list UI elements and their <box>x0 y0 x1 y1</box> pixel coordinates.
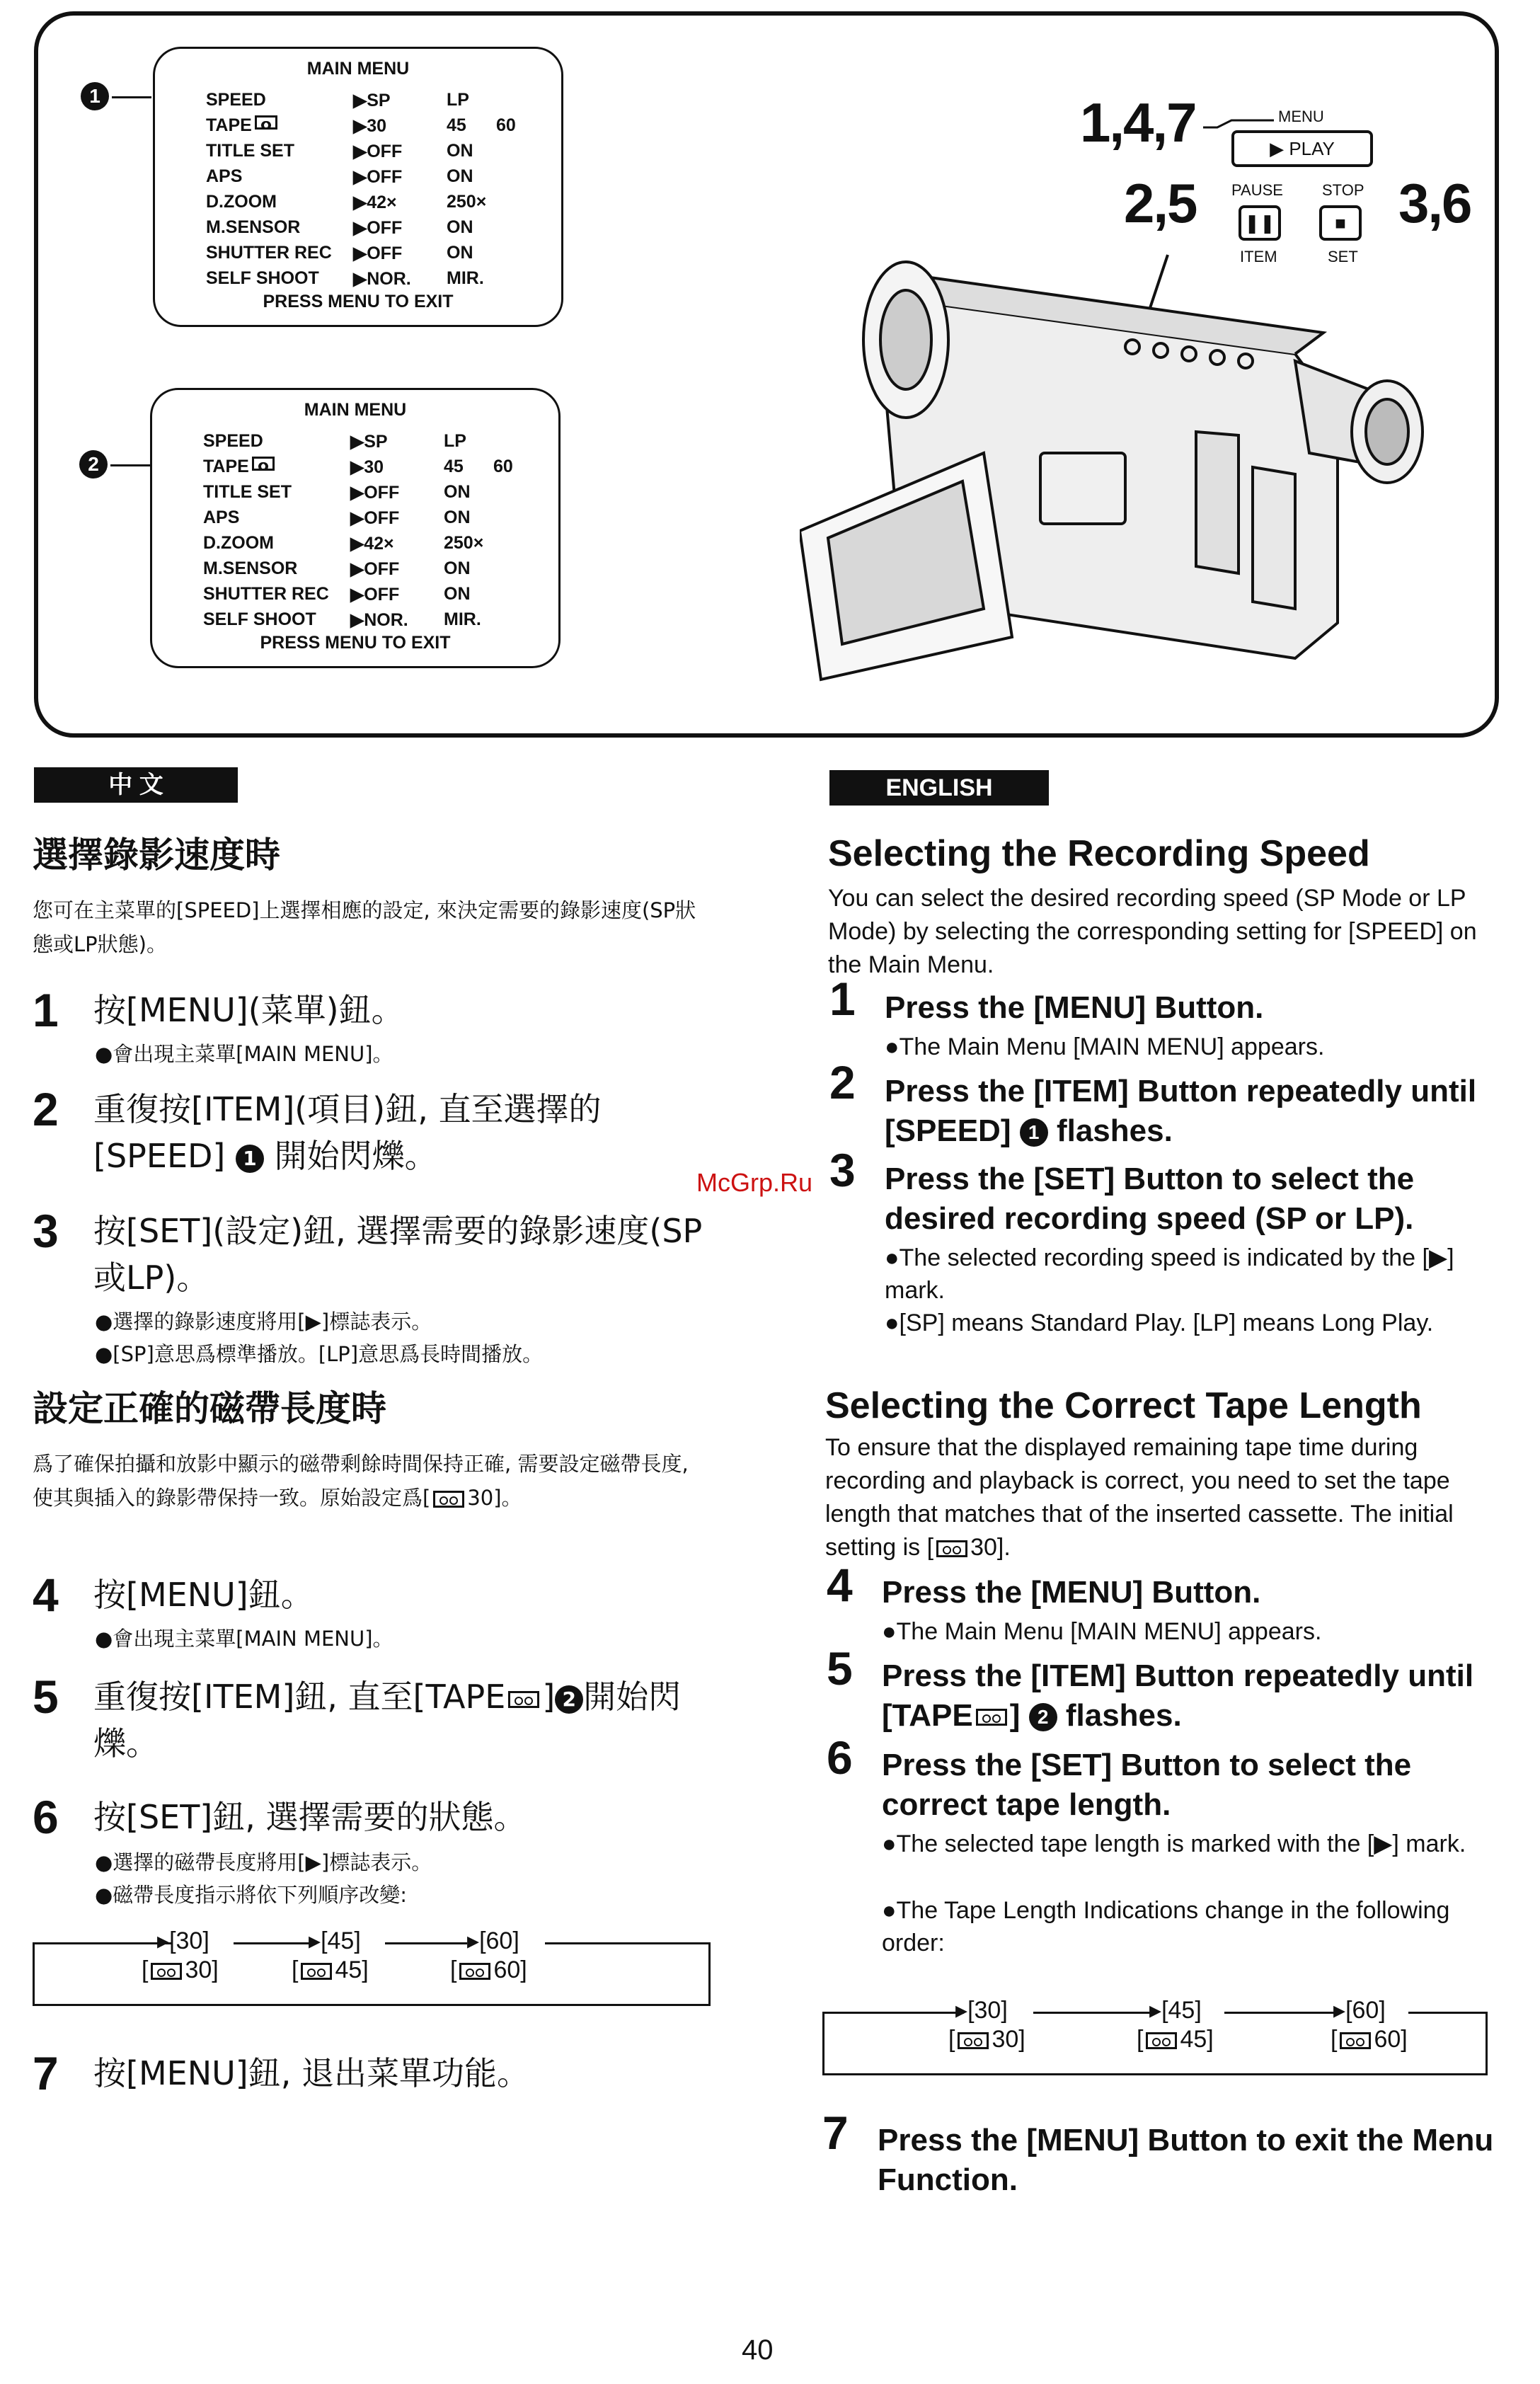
marker-1-line <box>112 96 151 98</box>
zh-step-5-text: 重復按[ITEM]鈕, 直至[TAPE <box>93 1678 506 1716</box>
menu-row <box>206 115 554 138</box>
zh-step-3: 按[SET](設定)鈕, 選擇需要的錄影速度(SP或LP)。 <box>93 1212 703 1297</box>
play-button[interactable]: ▶ PLAY <box>1231 130 1373 167</box>
menu-cell: TAPE <box>203 457 249 477</box>
en-step-3-number: 3 <box>829 1144 856 1196</box>
pause-icon: ❚❚ <box>1244 212 1275 234</box>
menu-cell: SPEED <box>206 90 266 110</box>
zh-title-recording-speed: 選擇錄影速度時 <box>33 835 280 876</box>
marker-2-inline: 2 <box>1029 1703 1057 1731</box>
en-step-4-note: ●The Main Menu [MAIN MENU] appears. <box>882 1618 1322 1645</box>
menu-row <box>206 268 554 291</box>
menu-cell: ▶30 <box>353 116 387 136</box>
zh-step-3-note-2: ●[SP]意思爲標準播放。[LP]意思爲長時間播放。 <box>95 1342 544 1366</box>
menu-row <box>206 90 554 113</box>
menu-cell: ▶OFF <box>353 218 403 238</box>
menu-cell: ▶OFF <box>353 243 403 263</box>
menu-cell: ▶SP <box>350 432 388 452</box>
marker-2-inline: 2 <box>555 1685 583 1714</box>
zh-step-2 <box>93 1086 716 1179</box>
order-item: ▸[60] <box>1333 1997 1386 2024</box>
en-step-5-bracket: ] <box>1009 1698 1021 1733</box>
menu-cell: M.SENSOR <box>206 217 301 237</box>
page-number: 40 <box>742 2334 774 2366</box>
zh-step-6: 按[SET]鈕, 選擇需要的狀態。 <box>93 1798 527 1836</box>
marker-2-line <box>110 464 150 466</box>
menu-row <box>203 533 551 556</box>
menu-cell: TITLE SET <box>203 482 292 502</box>
en-step-4-number: 4 <box>827 1559 853 1611</box>
menu-cell: ON <box>444 508 471 527</box>
stop-steps-label: 3,6 <box>1398 172 1471 234</box>
marker-1-inline: 1 <box>236 1145 264 1173</box>
main-menu-panel-1 <box>153 47 563 327</box>
en-step-5 <box>882 1656 1505 1736</box>
en-intro-tape-text: To ensure that the displayed remaining tape time during recording and playback is correct, you need to set the tape length that matches that of the inserted cassette. The initial setting is [ <box>825 1434 1454 1561</box>
en-step-5-text: Press the [ITEM] Button repeatedly until [TAPE <box>882 1658 1474 1733</box>
menu-cell: D.ZOOM <box>203 533 274 553</box>
order-arrow-line <box>385 1942 467 1944</box>
camcorder-illustration <box>800 241 1451 694</box>
marker-2: 2 <box>79 450 108 478</box>
menu-row <box>203 457 551 479</box>
item-caption: ITEM <box>1240 248 1277 265</box>
order-item: ▸[30] <box>955 1997 1008 2024</box>
zh-step-7-number: 7 <box>33 2047 59 2099</box>
menu-cell: ▶NOR. <box>350 610 408 630</box>
en-intro-speed: You can select the desired recording speed (SP Mode or LP Mode) by selecting the corresponding setting for [SPEED] on the Main Menu. <box>828 885 1477 978</box>
menu-cell: APS <box>206 166 243 186</box>
en-step-6-note-2: ●The Tape Length Indications change in the following order: <box>882 1897 1450 1956</box>
zh-step-6-note-1: ●選擇的磁帶長度將用[▶]標誌表示。 <box>95 1850 432 1874</box>
menu-cell: ▶OFF <box>350 585 400 604</box>
menu-cell: 45 <box>444 457 464 476</box>
tape-icon <box>1340 2032 1371 2049</box>
menu-row <box>203 482 551 505</box>
en-intro-tape <box>825 1431 1498 1564</box>
order-item: ▸[45] <box>309 1927 361 1954</box>
zh-step-7: 按[MENU]鈕, 退出菜單功能。 <box>93 2054 529 2092</box>
tape-icon <box>508 1691 539 1708</box>
stop-icon: ■ <box>1335 212 1346 234</box>
menu-cell: D.ZOOM <box>206 192 277 212</box>
menu-row <box>206 217 554 240</box>
en-intro-tape-tail: 30]. <box>970 1534 1011 1561</box>
zh-step-2-tail: 開始閃爍。 <box>274 1137 437 1175</box>
menu-cell: ON <box>447 141 473 161</box>
menu-cell: ▶42× <box>350 534 394 554</box>
order-arrow-line <box>822 2012 964 2014</box>
zh-step-2-text: 重復按[ITEM](項目)鈕, 直至選擇的[SPEED] <box>93 1090 602 1175</box>
menu-cell: ▶SP <box>353 91 391 110</box>
zh-step-5-tail: 開始閃爍。 <box>93 1678 682 1763</box>
zh-step-3-note-1: ●選擇的錄影速度將用[▶]標誌表示。 <box>95 1310 432 1334</box>
menu-cell: ON <box>444 482 471 502</box>
menu-cell: ▶NOR. <box>353 269 411 289</box>
zh-intro-tape-tail: 30]。 <box>467 1486 522 1510</box>
menu-row <box>203 558 551 581</box>
tape-icon <box>459 1963 490 1980</box>
menu-row <box>203 584 551 607</box>
menu-steps-label: 1,4,7 <box>1080 91 1196 154</box>
menu-cell: ON <box>447 243 473 263</box>
zh-step-4-note: ●會出現主菜單[MAIN MENU]。 <box>95 1627 393 1651</box>
en-step-2-tail: flashes. <box>1056 1113 1173 1148</box>
tape-icon <box>252 457 275 471</box>
en-step-3: Press the [SET] Button to select the desired recording speed (SP or LP). <box>885 1162 1415 1236</box>
order-item: ▸[30] <box>157 1927 209 1954</box>
zh-step-1-note: ●會出現主菜單[MAIN MENU]。 <box>95 1042 393 1066</box>
menu-row <box>203 508 551 530</box>
order-sub: [ 30] <box>948 2026 1025 2053</box>
order-sub: [ 45] <box>292 1956 369 1983</box>
menu-cell: 45 <box>447 115 466 135</box>
menu-exit-hint: PRESS MENU TO EXIT <box>260 633 451 653</box>
zh-step-5-number: 5 <box>33 1670 59 1723</box>
order-sub: [ 45] <box>1137 2026 1214 2053</box>
menu-cell: 60 <box>496 115 516 135</box>
menu-cell: SHUTTER REC <box>203 584 329 604</box>
menu-cell: M.SENSOR <box>203 558 298 578</box>
menu-cell: 60 <box>493 457 513 476</box>
zh-step-4: 按[MENU]鈕。 <box>93 1576 314 1614</box>
en-step-2 <box>885 1072 1507 1151</box>
en-step-3-note-2: ●[SP] means Standard Play. [LP] means Long Play. <box>885 1310 1434 1336</box>
zh-step-5-mid: ] <box>542 1678 556 1716</box>
en-step-6: Press the [SET] Button to select the correct tape length. <box>882 1748 1412 1822</box>
en-step-5-number: 5 <box>827 1642 853 1695</box>
en-step-1-note: ●The Main Menu [MAIN MENU] appears. <box>885 1033 1325 1060</box>
zh-intro-tape <box>33 1447 712 1515</box>
zh-step-5 <box>93 1673 716 1767</box>
pause-steps-label: 2,5 <box>1124 172 1197 234</box>
menu-cell: TAPE <box>206 115 252 136</box>
menu-cell: ON <box>447 166 473 186</box>
zh-step-6-note-2: ●磁帶長度指示將依下列順序改變: <box>95 1883 408 1907</box>
menu-cell: APS <box>203 508 240 527</box>
zh-intro-tape-text: 爲了確保拍攝和放影中顯示的磁帶剩餘時間保持正確, 需要設定磁帶長度, 使其與插入的錄影帶保持一致。原始設定爲[ <box>33 1452 689 1510</box>
en-step-2-number: 2 <box>829 1056 856 1108</box>
tape-icon <box>936 1540 967 1557</box>
menu-cell: ▶OFF <box>353 142 403 161</box>
menu-row <box>206 192 554 214</box>
menu-cell: 250× <box>444 533 484 553</box>
zh-title-tape-length: 設定正確的磁帶長度時 <box>33 1388 386 1429</box>
menu-cell: LP <box>444 431 466 451</box>
menu-exit-hint: PRESS MENU TO EXIT <box>263 292 454 311</box>
menu-title: MAIN MENU <box>306 59 410 79</box>
en-step-7-number: 7 <box>822 2107 849 2159</box>
menu-cell: ▶42× <box>353 193 397 212</box>
menu-cell: ▶OFF <box>350 508 400 528</box>
en-step-1: Press the [MENU] Button. <box>885 990 1264 1025</box>
english-header: ENGLISH <box>829 770 1049 806</box>
pause-item-button[interactable] <box>1239 205 1281 241</box>
menu-cell: ▶OFF <box>350 483 400 503</box>
menu-button-caption: MENU <box>1278 108 1324 125</box>
order-sub: [ 30] <box>142 1956 219 1983</box>
menu-cell: ON <box>444 558 471 578</box>
marker-1: 1 <box>81 82 109 110</box>
menu-cell: ON <box>447 217 473 237</box>
menu-title: MAIN MENU <box>304 400 407 420</box>
menu-cell: LP <box>447 90 469 110</box>
en-step-5-tail: flashes. <box>1065 1698 1182 1733</box>
en-step-1-number: 1 <box>829 973 856 1025</box>
menu-cell: MIR. <box>444 609 481 629</box>
zh-step-6-number: 6 <box>33 1791 59 1843</box>
en-step-4: Press the [MENU] Button. <box>882 1575 1261 1610</box>
order-sub: [ 60] <box>450 1956 527 1983</box>
menu-row <box>206 243 554 265</box>
menu-cell: ▶OFF <box>350 559 400 579</box>
en-step-6-number: 6 <box>827 1731 853 1784</box>
menu-cell: TITLE SET <box>206 141 294 161</box>
zh-tape-order-box <box>33 1942 711 2006</box>
main-menu-panel-2 <box>150 388 561 668</box>
zh-step-2-number: 2 <box>33 1083 59 1135</box>
order-arrow-line <box>33 1942 171 1944</box>
en-step-3-note-1: ●The selected recording speed is indicated by the [▶] mark. <box>885 1244 1454 1304</box>
menu-row <box>203 431 551 454</box>
menu-row <box>206 141 554 164</box>
chinese-header: 中 文 <box>34 767 238 803</box>
tape-icon <box>151 1963 182 1980</box>
pause-caption: PAUSE <box>1231 181 1283 199</box>
set-caption: SET <box>1328 248 1358 265</box>
order-arrow-line <box>1408 2012 1488 2014</box>
tape-icon <box>255 115 277 130</box>
en-title-tape-length: Selecting the Correct Tape Length <box>825 1385 1422 1426</box>
zh-step-1: 按[MENU](菜單)鈕。 <box>93 991 404 1029</box>
en-title-recording-speed: Selecting the Recording Speed <box>828 833 1370 874</box>
menu-row <box>203 609 551 632</box>
zh-step-1-number: 1 <box>33 984 59 1036</box>
stop-caption: STOP <box>1322 181 1364 199</box>
order-item: ▸[60] <box>467 1927 519 1954</box>
menu-cell: SELF SHOOT <box>203 609 316 629</box>
order-arrow-line <box>545 1942 711 1944</box>
tape-icon <box>958 2032 989 2049</box>
stop-set-button[interactable] <box>1319 205 1362 241</box>
zh-step-3-number: 3 <box>33 1205 59 1257</box>
watermark: McGrp.Ru <box>696 1168 813 1197</box>
tape-icon <box>301 1963 332 1980</box>
en-step-6-note-1: ●The selected tape length is marked with the [▶] mark. <box>882 1830 1466 1857</box>
order-arrow-line <box>1224 2012 1338 2014</box>
zh-step-4-number: 4 <box>33 1569 59 1621</box>
menu-cell: 250× <box>447 192 487 212</box>
zh-intro-speed: 您可在主菜單的[SPEED]上選擇相應的設定, 來決定需要的錄影速度(SP狀態或LP狀態)。 <box>33 898 696 956</box>
menu-cell: ▶30 <box>350 457 384 477</box>
order-arrow-line <box>234 1942 311 1944</box>
order-item: ▸[45] <box>1149 1997 1202 2024</box>
menu-cell: SELF SHOOT <box>206 268 319 288</box>
menu-cell: MIR. <box>447 268 484 288</box>
tape-icon <box>976 1709 1007 1726</box>
en-step-2-text: Press the [ITEM] Button repeatedly until [SPEED] <box>885 1074 1477 1148</box>
order-arrow-line <box>1033 2012 1155 2014</box>
menu-cell: SHUTTER REC <box>206 243 332 263</box>
order-sub: [ 60] <box>1331 2026 1408 2053</box>
tape-icon <box>1146 2032 1177 2049</box>
marker-1-inline: 1 <box>1020 1118 1048 1147</box>
menu-row <box>206 166 554 189</box>
menu-cell: SPEED <box>203 431 263 451</box>
tape-icon <box>433 1491 464 1508</box>
en-step-7: Press the [MENU] Button to exit the Menu Function. <box>878 2123 1494 2197</box>
menu-cell: ON <box>444 584 471 604</box>
menu-cell: ▶OFF <box>353 167 403 187</box>
